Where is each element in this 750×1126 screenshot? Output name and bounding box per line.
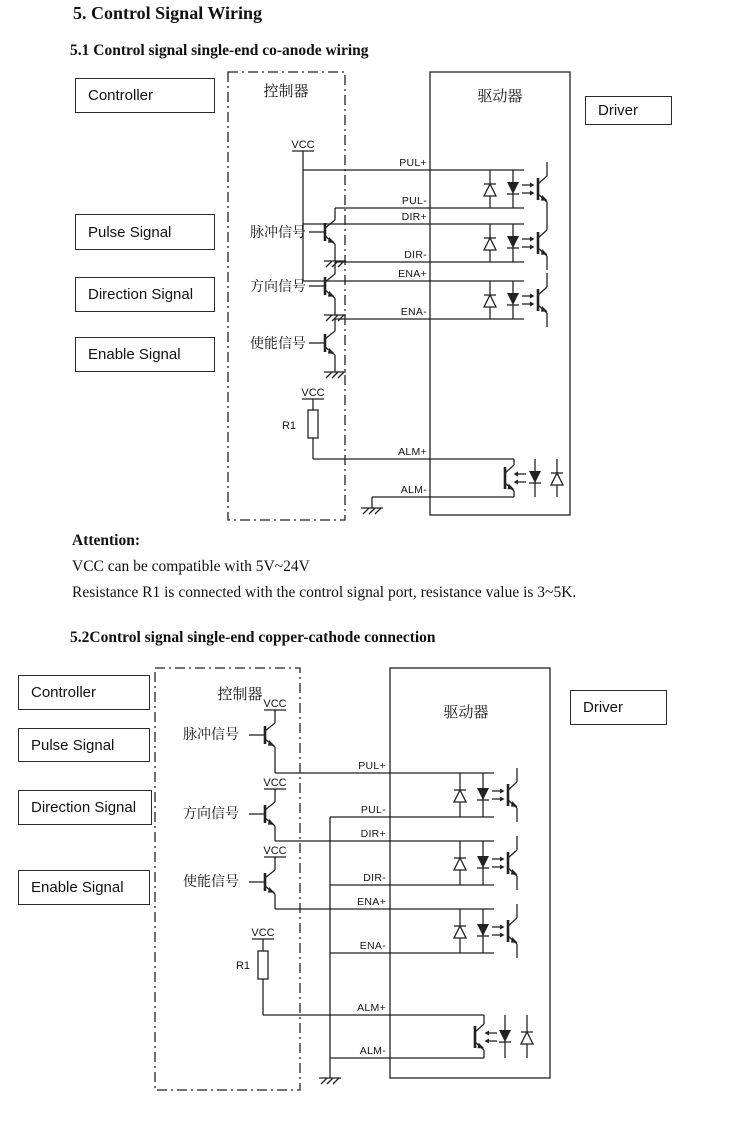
resistor-r1-1 — [308, 410, 318, 438]
vcc-label-direction-2: VCC — [263, 777, 287, 789]
vcc-label-pulse-2: VCC — [263, 698, 287, 710]
pulse-signal-box-2 — [18, 728, 150, 762]
direction-signal-label: Direction Signal — [88, 286, 194, 303]
direction-signal-box-2 — [18, 790, 152, 825]
enable-cn-label-2: 使能信号 — [183, 873, 239, 889]
attention-line-2: Resistance R1 is connected with the control signal port, resistance value is 3~5K. — [72, 584, 577, 601]
attention-heading: Attention: — [72, 532, 141, 549]
alarm-led-2 — [499, 1030, 511, 1042]
light-arrow-icon — [485, 1039, 498, 1044]
pul-plus-label-2: PUL+ — [358, 760, 386, 772]
driver-box-1 — [585, 96, 672, 125]
controller-label: Controller — [31, 684, 97, 701]
direction-cn-label-2: 方向信号 — [183, 805, 239, 821]
ena-minus-label-1: ENA- — [400, 306, 427, 318]
optocoupler-ena-2 — [454, 904, 518, 958]
vcc-label-top-1: VCC — [291, 139, 315, 151]
pulse-signal-box-1 — [75, 214, 215, 250]
ena-plus-label-2: ENA+ — [357, 896, 386, 908]
direction-transistor-1 — [309, 262, 335, 310]
ground-symbol — [319, 1073, 341, 1084]
light-arrow-icon — [514, 472, 527, 477]
section-1-title: 5.1 Control signal single-end co-anode wiring — [70, 42, 369, 59]
driver-label: Driver — [583, 699, 623, 716]
enable-signal-label: Enable Signal — [31, 879, 124, 896]
attention-block — [72, 528, 576, 606]
optocoupler-pul-2 — [454, 768, 518, 822]
attention-line-1: VCC can be compatible with 5V~24V — [72, 558, 310, 575]
controller-dashed-boundary-1 — [228, 72, 345, 520]
controller-box-1 — [75, 78, 215, 113]
controller-box-2 — [18, 675, 150, 710]
dir-minus-label-1: DIR- — [404, 249, 427, 261]
enable-cn-label-1: 使能信号 — [250, 335, 306, 351]
light-arrow-icon — [514, 480, 527, 485]
vcc-label-r1-1: VCC — [301, 387, 325, 399]
alm-plus-label-1: ALM+ — [398, 446, 427, 458]
direction-transistor-2 — [249, 790, 275, 838]
direction-signal-box-1 — [75, 277, 215, 312]
pul-minus-label-2: PUL- — [360, 804, 386, 816]
pul-plus-label-1: PUL+ — [399, 157, 427, 169]
driver-label: Driver — [598, 102, 638, 119]
alarm-diode-2 — [521, 1032, 533, 1044]
driver-cn-label-1: 驱动器 — [477, 88, 523, 105]
driver-cn-label-2: 驱动器 — [443, 704, 489, 721]
dir-plus-label-1: DIR+ — [401, 211, 427, 223]
pulse-cn-label-2: 脉冲信号 — [183, 726, 239, 742]
alm-minus-label-2: ALM- — [359, 1045, 386, 1057]
dir-plus-label-2: DIR+ — [360, 828, 386, 840]
ground-symbol — [324, 367, 346, 378]
wiring-rows-1 — [292, 151, 524, 319]
alm-plus-label-2: ALM+ — [357, 1002, 386, 1014]
pulse-signal-label: Pulse Signal — [31, 736, 115, 754]
enable-signal-label: Enable Signal — [88, 346, 181, 363]
driver-boundary-1 — [430, 72, 570, 515]
enable-transistor-2 — [249, 858, 275, 906]
alarm-diode-1 — [551, 473, 563, 485]
ground-symbol — [361, 503, 383, 514]
direction-cn-label-1: 方向信号 — [250, 278, 306, 294]
pulse-transistor-2 — [249, 711, 275, 759]
vcc-label-r1-2: VCC — [251, 927, 275, 939]
r1-label-1: R1 — [281, 420, 296, 432]
optocoupler-dir-2 — [454, 836, 518, 890]
direction-signal-label: Direction Signal — [31, 799, 137, 816]
light-arrow-icon — [485, 1031, 498, 1036]
alarm-led-1 — [529, 471, 541, 483]
enable-signal-box-2 — [18, 870, 150, 905]
pulse-cn-label-1: 脉冲信号 — [250, 224, 306, 240]
pulse-signal-label: Pulse Signal — [88, 223, 172, 241]
alarm-output-transistor-2 — [475, 1024, 484, 1050]
ena-plus-label-1: ENA+ — [398, 268, 427, 280]
driver-boundary-2 — [390, 668, 550, 1078]
controller-label: Controller — [88, 87, 154, 104]
ena-minus-label-2: ENA- — [359, 940, 386, 952]
r1-label-2: R1 — [235, 960, 250, 972]
controller-cn-label-1: 控制器 — [263, 83, 309, 100]
section-2-title: 5.2Control signal single-end copper-cathode connection — [70, 629, 436, 646]
pulse-transistor-1 — [309, 208, 335, 256]
resistor-r1-2 — [258, 951, 268, 979]
page-title: 5. Control Signal Wiring — [73, 3, 263, 23]
alm-minus-label-1: ALM- — [400, 484, 427, 496]
dir-minus-label-2: DIR- — [363, 872, 386, 884]
enable-transistor-1 — [309, 319, 335, 367]
vcc-label-enable-2: VCC — [263, 845, 287, 857]
pul-minus-label-1: PUL- — [401, 195, 427, 207]
alarm-output-transistor-1 — [505, 465, 514, 491]
controller-cn-label-2: 控制器 — [217, 686, 263, 703]
driver-box-2 — [570, 690, 667, 725]
enable-signal-box-1 — [75, 337, 215, 372]
